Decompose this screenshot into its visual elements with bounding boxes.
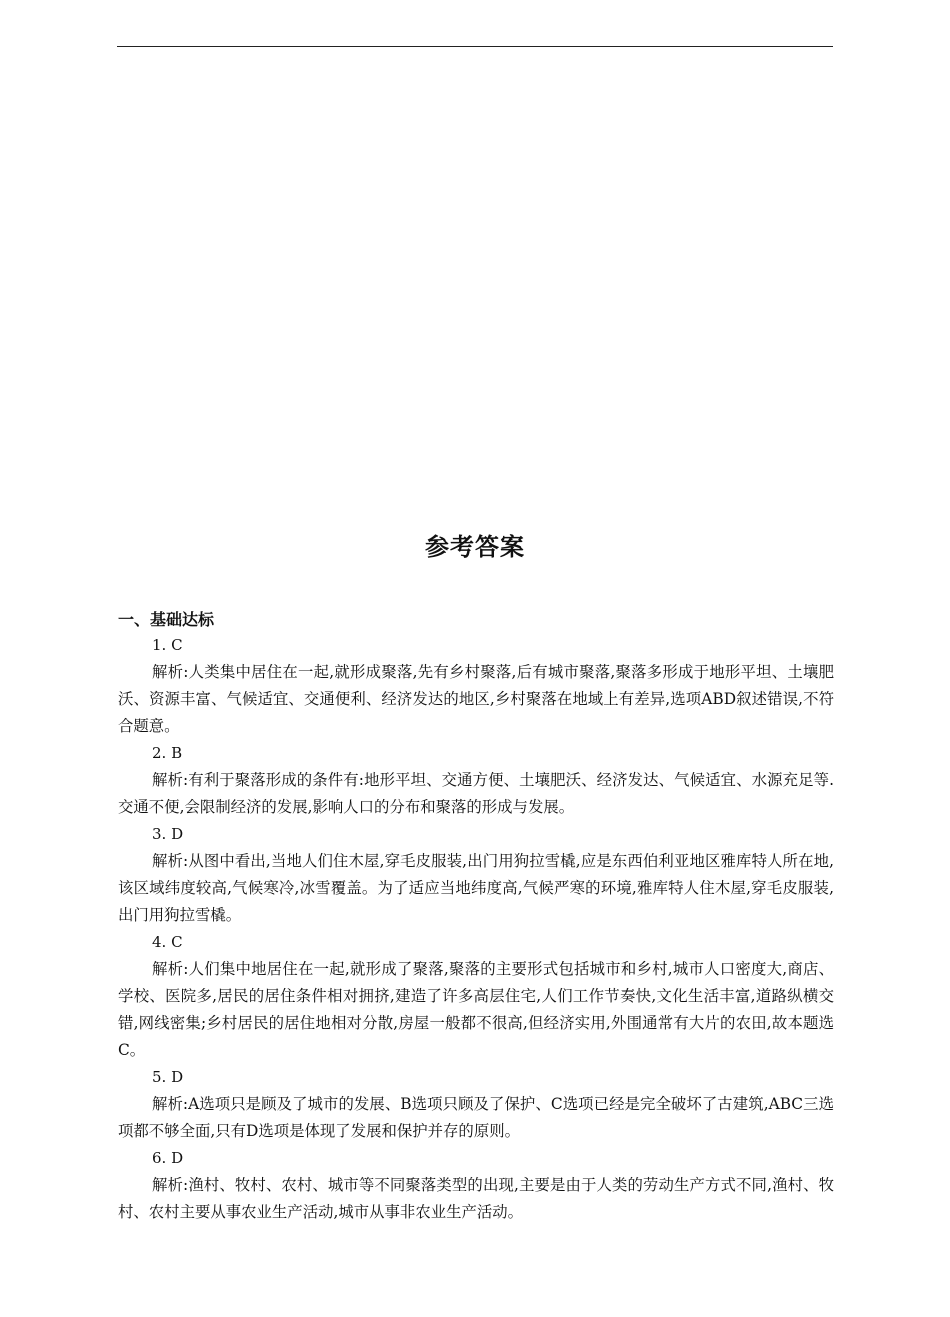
answer-explanation: 解析:有利于聚落形成的条件有:地形平坦、交通方便、土壤肥沃、经济发达、气候适宜、水源充足等.交通不便,会限制经济的发展,影响人口的分布和聚落的形成与发展。 [118, 771, 834, 816]
answer-explanation: 解析:从图中看出,当地人们住木屋,穿毛皮服装,出门用狗拉雪橇,应是东西伯利亚地区雅库特人所在地,该区域纬度较高,气候寒冷,冰雪覆盖。为了适应当地纬度高,气候严寒的环境,雅库特人住木屋,穿毛皮服装,出门用狗拉雪橇。 [118, 852, 834, 924]
answer-explanation: 解析:渔村、牧村、农村、城市等不同聚落类型的出现,主要是由于人类的劳动生产方式不同,渔村、牧村、农村主要从事农业生产活动,城市从事非农业生产活动。 [118, 1176, 834, 1221]
answer-number: 2. B [152, 744, 183, 762]
answer-number: 3. D [152, 825, 184, 843]
answer-explanation: 解析:人类集中居住在一起,就形成聚落,先有乡村聚落,后有城市聚落,聚落多形成于地形平坦、土壤肥沃、资源丰富、气候适宜、交通便利、经济发达的地区,乡村聚落在地域上有差异,选项ABD叙述错误,不符合题意。 [118, 663, 834, 735]
answer-number: 5. D [152, 1068, 184, 1086]
page-title: 参考答案 [425, 533, 525, 561]
section-heading: 一、基础达标 [118, 610, 215, 629]
answer-number: 6. D [152, 1149, 184, 1167]
answer-list [118, 632, 834, 1226]
header-rule [117, 46, 833, 47]
answer-explanation: 解析:A选项只是顾及了城市的发展、B选项只顾及了保护、C选项已经是完全破坏了古建筑,ABC三选项都不够全面,只有D选项是体现了发展和保护并存的原则。 [118, 1095, 834, 1140]
answer-explanation: 解析:人们集中地居住在一起,就形成了聚落,聚落的主要形式包括城市和乡村,城市人口密度大,商店、学校、医院多,居民的居住条件相对拥挤,建造了许多高层住宅,人们工作节奏快,文化生活丰富,道路纵横交错,网线密集;乡村居民的居住地相对分散,房屋一般都不很高,但经济实用,外围通常有大片的农田,故本题选C。 [118, 960, 834, 1059]
answer-number: 4. C [152, 933, 183, 951]
answer-number: 1. C [152, 636, 183, 654]
